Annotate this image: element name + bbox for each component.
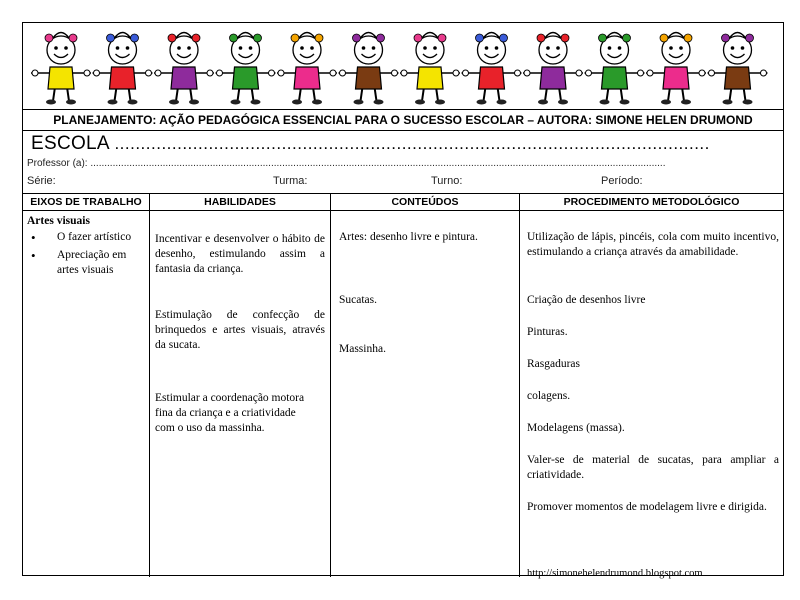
school-label: ESCOLA <box>31 133 109 154</box>
habilidade-paragraph: Incentivar e desenvolver o hábito de desenho, estimulando assim a fantasia da criança. <box>155 233 325 275</box>
column-header: CONTEÚDOS <box>331 194 519 211</box>
turma-label: Turma: <box>273 175 308 187</box>
child-figure <box>585 33 645 105</box>
conteudo-item: Sucatas. <box>339 294 378 306</box>
conteudo-item: Massinha. <box>339 343 386 355</box>
column-header: PROCEDIMENTO METODOLÓGICO <box>520 194 783 211</box>
habilidade-paragraph: Estimulação de confecção de brinquedos e artes visuais, através da sucata. <box>155 309 325 351</box>
kids-banner <box>23 23 783 110</box>
column-habilidades <box>149 194 330 577</box>
column-header: HABILIDADES <box>150 194 330 211</box>
planning-sheet <box>22 22 784 579</box>
child-figure <box>523 33 583 105</box>
procedimento-item: colagens. <box>527 390 571 402</box>
procedimento-item: Valer-se de material de sucatas, para ampliar a criatividade. <box>527 454 779 481</box>
serie-label: Série: <box>27 175 56 187</box>
child-figure <box>31 33 91 105</box>
procedimento-item: Promover momentos de modelagem livre e dirigida. <box>527 501 767 513</box>
child-figure <box>154 33 214 105</box>
planning-table <box>23 193 783 577</box>
eixos-title: Artes visuais <box>27 215 90 227</box>
procedimento-item: Pinturas. <box>527 326 568 338</box>
procedimento-item: Criação de desenhos livre <box>527 294 646 306</box>
teacher-field <box>27 158 665 169</box>
child-figure <box>339 33 399 105</box>
teacher-dots: ............................................................................................................................................................................................................... <box>90 158 666 169</box>
procedimento-item: Modelagens (massa). <box>527 422 625 434</box>
procedimento-item: Rasgaduras <box>527 358 581 370</box>
turno-label: Turno: <box>431 175 463 187</box>
class-info-row <box>27 175 779 191</box>
school-field <box>31 131 710 157</box>
periodo-label: Período: <box>601 175 643 187</box>
document-title: PLANEJAMENTO: AÇÃO PEDAGÓGICA ESSENCIAL PARA O SUCESSO ESCOLAR – AUTORA: SIMONE HELEN DRUMOND <box>23 110 783 131</box>
list-item: • Apreciação em artes visuais <box>27 248 145 278</box>
child-figure <box>400 33 460 105</box>
list-item: • O fazer artístico <box>27 230 145 245</box>
column-conteudos <box>330 194 519 577</box>
school-dots: .................................................................................................................. <box>114 134 710 153</box>
teacher-label: Professor (a): <box>27 158 88 169</box>
blog-url: http://simonehelendrumond.blogspot.com <box>527 568 703 579</box>
child-figure <box>708 33 768 105</box>
child-figure <box>216 33 276 105</box>
child-figure <box>462 33 522 105</box>
child-figure <box>93 33 153 105</box>
column-header: EIXOS DE TRABALHO <box>23 194 149 211</box>
conteudo-item: Artes: desenho livre e pintura. <box>339 231 478 243</box>
column-procedimento <box>519 194 783 577</box>
procedimento-item: Utilização de lápis, pincéis, cola com muito incentivo, estimulando a criança através da amabilidade. <box>527 231 779 258</box>
habilidade-paragraph: Estimular a coordenação motora fina da criança e a criatividade com o uso da massinha. <box>155 392 305 434</box>
eixos-list <box>27 230 145 281</box>
column-eixos <box>23 194 149 577</box>
child-figure <box>277 33 337 105</box>
children-holding-hands-illustration <box>23 23 783 109</box>
child-figure <box>646 33 706 105</box>
